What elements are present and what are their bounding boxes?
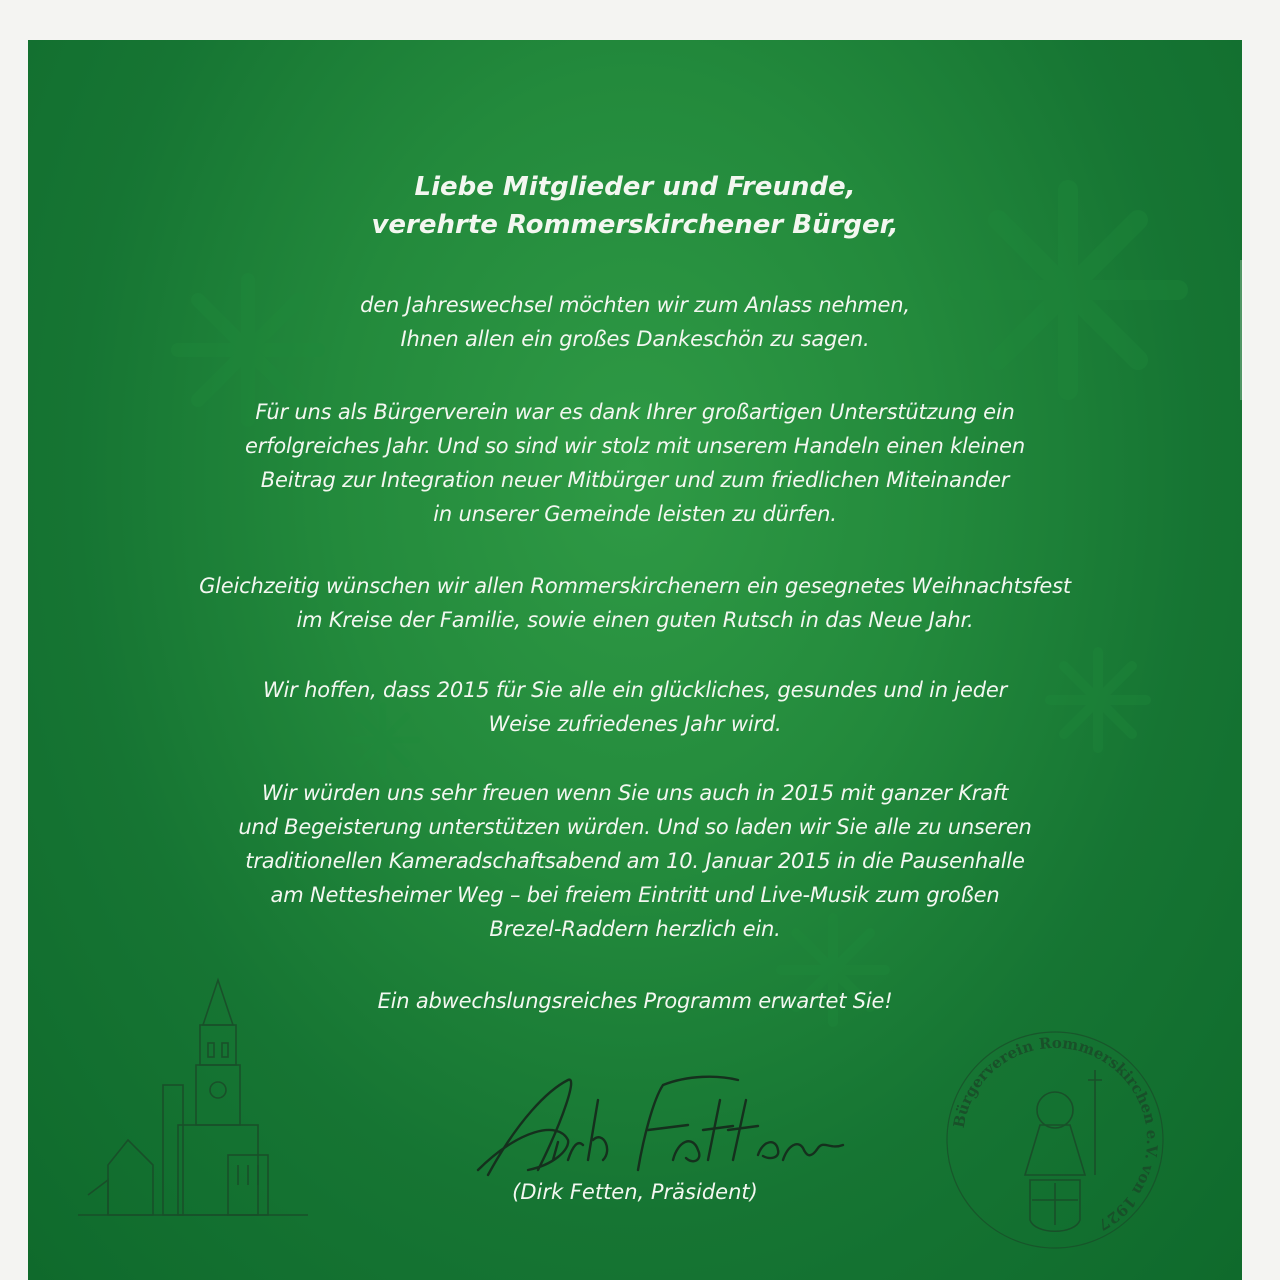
paragraph-line: traditionellen Kameradschaftsabend am 10. Januar 2015 in die Pausenhalle — [245, 849, 1025, 873]
signature-caption: (Dirk Fetten, Präsident) — [512, 1180, 758, 1204]
paragraph-line: Beitrag zur Integration neuer Mitbürger und zum friedlichen Miteinander — [260, 468, 1010, 492]
greeting-line: Liebe Mitglieder und Freunde, — [414, 172, 856, 202]
paragraph-new-year-hopes — [28, 673, 1242, 741]
paragraph-year-review — [28, 395, 1242, 531]
club-seal — [940, 1025, 1170, 1255]
paragraph-line: Ein abwechslungsreiches Programm erwartet Sie! — [377, 989, 893, 1013]
greeting-heading — [28, 168, 1242, 244]
paragraph-line: erfolgreiches Jahr. Und so sind wir stolz mit unserem Handeln einen kleinen — [245, 434, 1025, 458]
paragraph-line: Brezel-Raddern herzlich ein. — [489, 917, 781, 941]
paragraph-line: Wir hoffen, dass 2015 für Sie alle ein glückliches, gesundes und in jeder — [262, 678, 1008, 702]
paragraph-invitation — [28, 776, 1242, 946]
paragraph-line: am Nettesheimer Weg – bei freiem Eintritt und Live-Musik zum großen — [270, 883, 1000, 907]
greeting-line: verehrte Rommerskirchener Bürger, — [371, 210, 899, 240]
paragraph-line: den Jahreswechsel möchten wir zum Anlass nehmen, — [360, 293, 910, 317]
greeting-card — [28, 40, 1242, 1280]
seal-text: Bürgerverein Rommerskirchen e.V. von 1927 — [949, 1033, 1162, 1235]
paragraph-thanks — [28, 288, 1242, 356]
signature-drawing — [458, 1060, 858, 1190]
paragraph-line: Weise zufriedenes Jahr wird. — [488, 712, 782, 736]
paragraph-line: Ihnen allen ein großes Dankeschön zu sagen. — [400, 327, 870, 351]
paragraph-line: in unserer Gemeinde leisten zu dürfen. — [433, 502, 837, 526]
card-fold-edge — [1240, 260, 1244, 400]
paragraph-christmas-wishes — [28, 569, 1242, 637]
paragraph-line: Wir würden uns sehr freuen wenn Sie uns auch in 2015 mit ganzer Kraft — [261, 781, 1009, 805]
paragraph-line: Gleichzeitig wünschen wir allen Rommerskirchenern ein gesegnetes Weihnachtsfest — [199, 574, 1071, 598]
paragraph-line: im Kreise der Familie, sowie einen guten Rutsch in das Neue Jahr. — [296, 608, 974, 632]
paragraph-line: Für uns als Bürgerverein war es dank Ihrer großartigen Unterstützung ein — [255, 400, 1015, 424]
paragraph-line: und Begeisterung unterstützen würden. Und so laden wir Sie alle zu unseren — [238, 815, 1032, 839]
